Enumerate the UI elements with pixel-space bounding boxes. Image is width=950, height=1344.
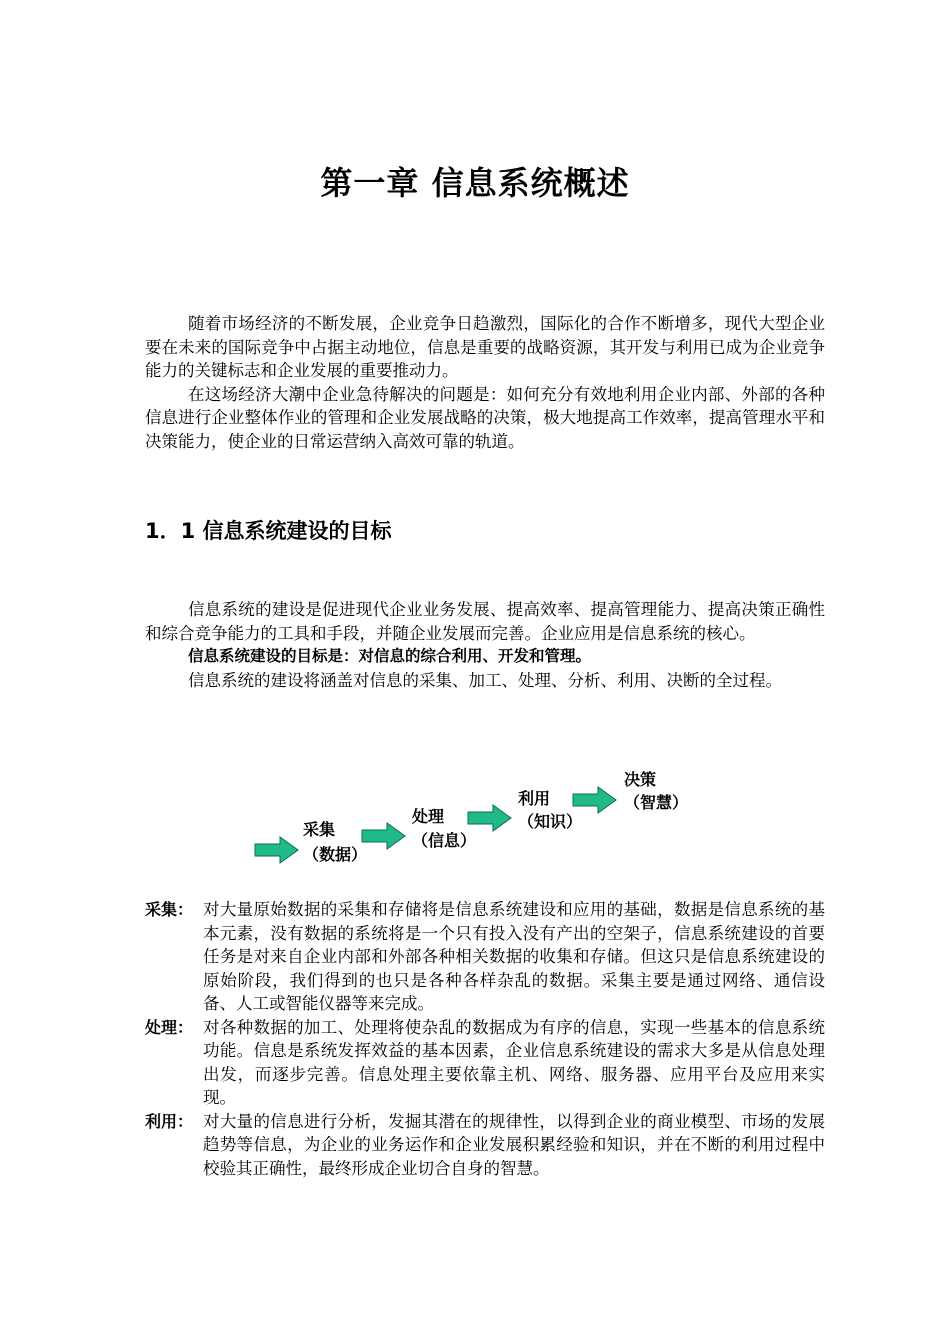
definition-text: 对大量的信息进行分析，发掘其潜在的规律性，以得到企业的商业模型、市场的发展趋势等信息，为企业的业务运作和企业发展积累经验和知识，并在不断的利用过程中校验其正确性，最终形成企业切合自身的智慧。 [203, 1111, 825, 1178]
definition-text: 对大量原始数据的采集和存储将是信息系统建设和应用的基础，数据是信息系统的基本元素，没有数据的系统将是一个只有投入没有产出的空架子，信息系统建设的首要任务是对来自企业内部和外部各种相关数据的收集和存储。但这只是信息系统建设的原始阶段，我们得到的也只是各种各样杂乱的数据。采集主要是通过网络、通信设备、人工或智能仪器等来完成。 [203, 900, 825, 1013]
definition-text: 对各种数据的加工、处理将使杂乱的数据成为有序的信息，实现一些基本的信息系统功能。信息是系统发挥效益的基本因素，企业信息系统建设的需求大多是从信息处理出发，而逐步完善。信息处理主要依靠主机、网络、服务器、应用平台及应用来实现。 [203, 1017, 825, 1107]
section-paragraph-2: 信息系统的建设将涵盖对信息的采集、加工、处理、分析、利用、决断的全过程。 [188, 670, 782, 690]
step-use-sub: （知识） [518, 812, 583, 831]
intro-paragraph-2: 在这场经济大潮中企业急待解决的问题是：如何充分有效地利用企业内部、外部的各种信息进行企业整体作业的管理和企业发展战略的决策，极大地提高工作效率，提高管理水平和决策能力，使企业的日常运营纳入高效可靠的轨道。 [145, 384, 825, 451]
definition-term: 采集： [145, 900, 194, 919]
intro-text [145, 312, 825, 453]
definition-use [145, 1110, 825, 1181]
intro-paragraph-1: 随着市场经济的不断发展，企业竞争日趋激烈，国际化的合作不断增多，现代大型企业要在未来的国际竞争中占据主动地位，信息是重要的战略资源，其开发与利用已成为企业竞争能力的关键标志和企业发展的重要推动力。 [145, 314, 825, 380]
section-text [145, 598, 825, 692]
definition-term: 利用： [145, 1111, 194, 1131]
step-process-name: 处理 [412, 807, 445, 826]
definition-process [145, 1016, 825, 1110]
arrow-icon [255, 837, 298, 863]
step-collect-name: 采集 [303, 820, 336, 839]
arrow-icon [573, 787, 616, 813]
step-use-name: 利用 [518, 789, 551, 808]
chapter-title: 第一章 信息系统概述 [320, 164, 630, 202]
process-diagram [240, 762, 720, 874]
step-decide-name: 决策 [624, 770, 657, 789]
arrow-icon [468, 805, 511, 831]
section-title: 1．1 信息系统建设的目标 [145, 519, 392, 543]
process-diagram-svg [240, 762, 720, 874]
goal-statement: 信息系统建设的目标是：对信息的综合利用、开发和管理。 [188, 647, 592, 665]
definition-list [145, 898, 825, 1180]
step-collect-sub: （数据） [303, 845, 368, 864]
step-process-sub: （信息） [412, 831, 477, 850]
step-decide-sub: （智慧） [624, 793, 689, 812]
section-paragraph-1: 信息系统的建设是促进现代企业业务发展、提高效率、提高管理能力、提高决策正确性和综合竞争能力的工具和手段，并随企业发展而完善。企业应用是信息系统的核心。 [145, 600, 825, 643]
definition-term: 处理： [145, 1017, 194, 1037]
arrow-icon [362, 823, 405, 849]
definition-collect [145, 898, 825, 1016]
